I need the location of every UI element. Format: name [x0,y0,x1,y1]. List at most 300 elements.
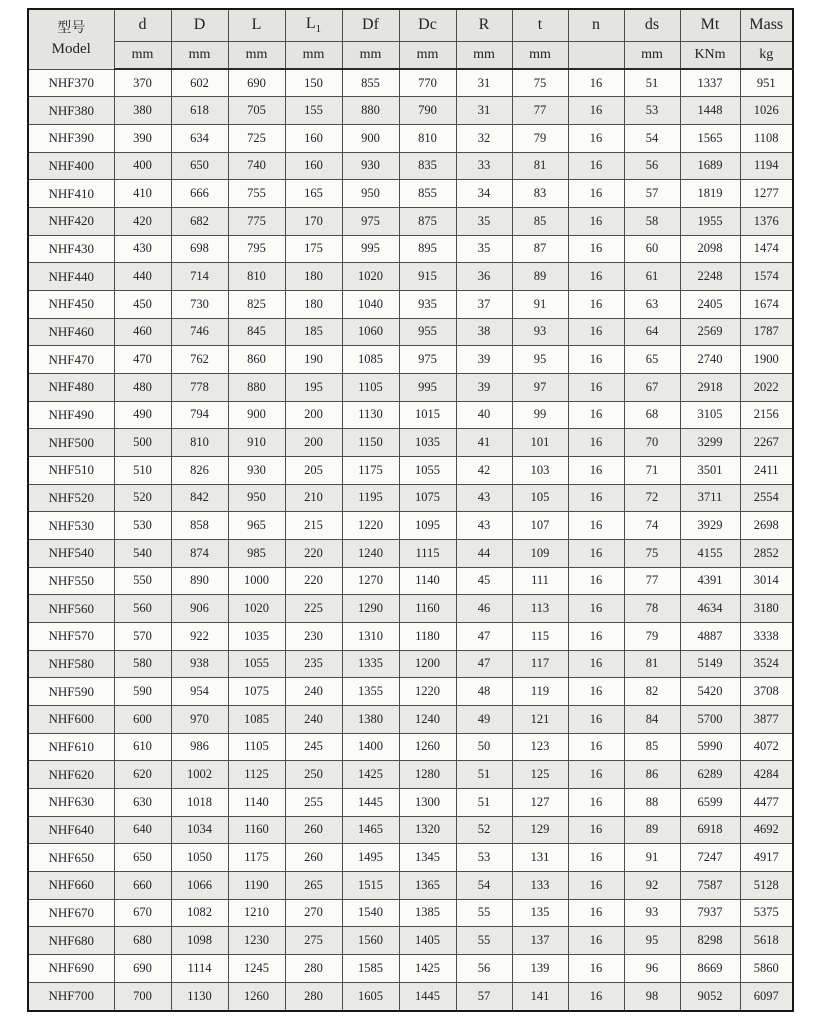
value-cell-mass: 2554 [740,484,793,512]
value-cell-dc: 895 [399,235,456,263]
value-cell-t: 129 [512,816,568,844]
model-cell: NHF450 [28,290,114,318]
value-cell-mass: 4692 [740,816,793,844]
table-row [28,761,793,789]
value-cell-l1: 270 [285,899,342,927]
value-cell-d: 670 [114,899,171,927]
table-row [28,650,793,678]
value-cell-d: 1050 [171,844,228,872]
value-cell-dc: 1385 [399,899,456,927]
value-cell-dc: 1140 [399,567,456,595]
value-cell-l: 1245 [228,955,285,983]
value-cell-dc: 1115 [399,539,456,567]
header-unit-n [568,41,624,69]
value-cell-mass: 1277 [740,180,793,208]
header-col-n: n [568,9,624,41]
value-cell-d: 1130 [171,982,228,1011]
value-cell-l: 1210 [228,899,285,927]
value-cell-ds: 53 [624,97,680,125]
value-cell-l: 1075 [228,678,285,706]
value-cell-df: 1380 [342,705,399,733]
value-cell-mt: 7937 [680,899,740,927]
table-row [28,539,793,567]
value-cell-ds: 56 [624,152,680,180]
value-cell-r: 33 [456,152,512,180]
value-cell-l: 910 [228,429,285,457]
table-row [28,844,793,872]
value-cell-r: 35 [456,207,512,235]
value-cell-d: 602 [171,69,228,97]
value-cell-t: 131 [512,844,568,872]
value-cell-n: 16 [568,788,624,816]
value-cell-d: 970 [171,705,228,733]
value-cell-dc: 1405 [399,927,456,955]
value-cell-d: 938 [171,650,228,678]
table-row [28,871,793,899]
value-cell-r: 51 [456,761,512,789]
value-cell-ds: 82 [624,678,680,706]
value-cell-d: 600 [114,705,171,733]
header-unit-l: mm [228,41,285,69]
table-row [28,982,793,1011]
value-cell-mt: 3299 [680,429,740,457]
value-cell-mass: 4917 [740,844,793,872]
value-cell-d: 370 [114,69,171,97]
table-row [28,456,793,484]
value-cell-l1: 185 [285,318,342,346]
value-cell-l: 705 [228,97,285,125]
value-cell-mass: 4477 [740,788,793,816]
value-cell-ds: 60 [624,235,680,263]
value-cell-ds: 72 [624,484,680,512]
value-cell-l: 1035 [228,622,285,650]
table-row [28,373,793,401]
value-cell-df: 1020 [342,263,399,291]
value-cell-l: 900 [228,401,285,429]
value-cell-mt: 4634 [680,595,740,623]
value-cell-l1: 190 [285,346,342,374]
value-cell-l1: 230 [285,622,342,650]
value-cell-l: 1000 [228,567,285,595]
value-cell-n: 16 [568,373,624,401]
value-cell-r: 50 [456,733,512,761]
value-cell-l1: 260 [285,816,342,844]
value-cell-df: 1105 [342,373,399,401]
value-cell-d: 630 [114,788,171,816]
table-row [28,567,793,595]
value-cell-n: 16 [568,180,624,208]
header-row-units [28,41,793,69]
value-cell-n: 16 [568,816,624,844]
value-cell-n: 16 [568,346,624,374]
model-cell: NHF470 [28,346,114,374]
value-cell-ds: 93 [624,899,680,927]
value-cell-mass: 1108 [740,124,793,152]
value-cell-df: 1220 [342,512,399,540]
value-cell-l: 930 [228,456,285,484]
value-cell-r: 48 [456,678,512,706]
value-cell-mass: 1026 [740,97,793,125]
value-cell-l1: 195 [285,373,342,401]
value-cell-d: 746 [171,318,228,346]
value-cell-l: 1105 [228,733,285,761]
table-row [28,180,793,208]
table-row [28,346,793,374]
value-cell-mt: 1565 [680,124,740,152]
value-cell-d: 450 [114,290,171,318]
value-cell-mass: 1194 [740,152,793,180]
value-cell-d: 1114 [171,955,228,983]
value-cell-n: 16 [568,733,624,761]
value-cell-mass: 5128 [740,871,793,899]
value-cell-ds: 78 [624,595,680,623]
value-cell-mt: 6918 [680,816,740,844]
value-cell-d: 826 [171,456,228,484]
value-cell-t: 99 [512,401,568,429]
header-model-en: Model [51,40,91,57]
header-col-l1: $L_1$ [285,9,342,41]
value-cell-mass: 1900 [740,346,793,374]
header-unit-df: mm [342,41,399,69]
value-cell-df: 1195 [342,484,399,512]
value-cell-r: 34 [456,180,512,208]
table-row [28,124,793,152]
value-cell-n: 16 [568,429,624,457]
value-cell-mass: 4284 [740,761,793,789]
value-cell-r: 53 [456,844,512,872]
value-cell-mt: 2569 [680,318,740,346]
value-cell-dc: 1300 [399,788,456,816]
value-cell-t: 127 [512,788,568,816]
value-cell-t: 109 [512,539,568,567]
value-cell-d: 620 [114,761,171,789]
value-cell-mass: 3014 [740,567,793,595]
value-cell-mt: 4155 [680,539,740,567]
value-cell-d: 510 [114,456,171,484]
model-cell: NHF670 [28,899,114,927]
value-cell-mass: 6097 [740,982,793,1011]
value-cell-ds: 74 [624,512,680,540]
value-cell-mt: 2248 [680,263,740,291]
value-cell-n: 16 [568,567,624,595]
value-cell-r: 47 [456,622,512,650]
value-cell-ds: 95 [624,927,680,955]
value-cell-d: 954 [171,678,228,706]
value-cell-r: 39 [456,346,512,374]
value-cell-l: 1125 [228,761,285,789]
value-cell-mt: 1689 [680,152,740,180]
value-cell-l1: 215 [285,512,342,540]
value-cell-d: 922 [171,622,228,650]
model-cell: NHF610 [28,733,114,761]
value-cell-dc: 1425 [399,955,456,983]
value-cell-r: 40 [456,401,512,429]
value-cell-d: 690 [114,955,171,983]
value-cell-dc: 1015 [399,401,456,429]
table-row [28,733,793,761]
value-cell-d: 590 [114,678,171,706]
value-cell-t: 113 [512,595,568,623]
value-cell-r: 44 [456,539,512,567]
value-cell-r: 47 [456,650,512,678]
value-cell-r: 36 [456,263,512,291]
value-cell-l: 1230 [228,927,285,955]
table-row [28,512,793,540]
value-cell-l1: 235 [285,650,342,678]
value-cell-l1: 155 [285,97,342,125]
table-row [28,401,793,429]
value-cell-t: 83 [512,180,568,208]
header-col-dc: Dc [399,9,456,41]
value-cell-ds: 96 [624,955,680,983]
value-cell-n: 16 [568,456,624,484]
model-cell: NHF480 [28,373,114,401]
header-col-d: d [114,9,171,41]
model-cell: NHF630 [28,788,114,816]
value-cell-mass: 1674 [740,290,793,318]
model-cell: NHF680 [28,927,114,955]
value-cell-n: 16 [568,512,624,540]
header-unit-t: mm [512,41,568,69]
value-cell-mass: 5860 [740,955,793,983]
value-cell-mass: 5618 [740,927,793,955]
value-cell-dc: 1280 [399,761,456,789]
value-cell-l1: 265 [285,871,342,899]
value-cell-ds: 81 [624,650,680,678]
value-cell-l1: 225 [285,595,342,623]
value-cell-df: 975 [342,207,399,235]
table-row [28,927,793,955]
value-cell-df: 1175 [342,456,399,484]
value-cell-l: 880 [228,373,285,401]
value-cell-l1: 245 [285,733,342,761]
model-cell: NHF700 [28,982,114,1011]
value-cell-dc: 935 [399,290,456,318]
value-cell-ds: 51 [624,69,680,97]
value-cell-dc: 1180 [399,622,456,650]
value-cell-r: 52 [456,816,512,844]
table-row [28,955,793,983]
value-cell-mass: 5375 [740,899,793,927]
value-cell-l1: 200 [285,429,342,457]
value-cell-d: 650 [171,152,228,180]
value-cell-l1: 280 [285,982,342,1011]
value-cell-d: 480 [114,373,171,401]
value-cell-df: 1060 [342,318,399,346]
model-cell: NHF590 [28,678,114,706]
value-cell-dc: 875 [399,207,456,235]
table-row [28,207,793,235]
value-cell-r: 54 [456,871,512,899]
header-unit-dc: mm [399,41,456,69]
table-row [28,152,793,180]
value-cell-t: 117 [512,650,568,678]
value-cell-n: 16 [568,844,624,872]
model-cell: NHF460 [28,318,114,346]
value-cell-t: 107 [512,512,568,540]
value-cell-d: 580 [114,650,171,678]
value-cell-r: 46 [456,595,512,623]
value-cell-t: 103 [512,456,568,484]
value-cell-n: 16 [568,484,624,512]
value-cell-ds: 65 [624,346,680,374]
value-cell-mt: 1448 [680,97,740,125]
value-cell-mass: 3524 [740,650,793,678]
value-cell-df: 1130 [342,401,399,429]
value-cell-l: 755 [228,180,285,208]
value-cell-r: 38 [456,318,512,346]
value-cell-d: 1082 [171,899,228,927]
header-col-ds: ds [624,9,680,41]
value-cell-n: 16 [568,318,624,346]
value-cell-ds: 91 [624,844,680,872]
header-row-labels [28,9,793,41]
value-cell-mt: 1955 [680,207,740,235]
table-row [28,69,793,97]
value-cell-l1: 255 [285,788,342,816]
value-cell-dc: 810 [399,124,456,152]
value-cell-mass: 4072 [740,733,793,761]
value-cell-r: 57 [456,982,512,1011]
value-cell-ds: 84 [624,705,680,733]
value-cell-d: 794 [171,401,228,429]
value-cell-n: 16 [568,595,624,623]
value-cell-ds: 86 [624,761,680,789]
header-col-d: D [171,9,228,41]
value-cell-df: 1465 [342,816,399,844]
value-cell-dc: 1095 [399,512,456,540]
model-cell: NHF510 [28,456,114,484]
value-cell-t: 133 [512,871,568,899]
value-cell-r: 56 [456,955,512,983]
value-cell-mt: 5420 [680,678,740,706]
table-row [28,899,793,927]
value-cell-t: 115 [512,622,568,650]
value-cell-dc: 975 [399,346,456,374]
value-cell-df: 1560 [342,927,399,955]
table-row [28,235,793,263]
value-cell-d: 530 [114,512,171,540]
header-col-df: Df [342,9,399,41]
value-cell-d: 634 [171,124,228,152]
value-cell-l1: 220 [285,567,342,595]
value-cell-t: 121 [512,705,568,733]
value-cell-mt: 6599 [680,788,740,816]
value-cell-mass: 1574 [740,263,793,291]
model-cell: NHF370 [28,69,114,97]
model-cell: NHF570 [28,622,114,650]
value-cell-d: 390 [114,124,171,152]
value-cell-d: 550 [114,567,171,595]
table-row [28,290,793,318]
value-cell-d: 640 [114,816,171,844]
value-cell-d: 410 [114,180,171,208]
header-model-cn: 型号 [57,20,86,36]
value-cell-t: 123 [512,733,568,761]
value-cell-n: 16 [568,235,624,263]
value-cell-d: 610 [114,733,171,761]
value-cell-l1: 240 [285,678,342,706]
header-unit-mt: KNm [680,41,740,69]
value-cell-n: 16 [568,207,624,235]
value-cell-mt: 7247 [680,844,740,872]
value-cell-d: 874 [171,539,228,567]
value-cell-df: 1585 [342,955,399,983]
value-cell-mass: 2022 [740,373,793,401]
value-cell-mt: 3105 [680,401,740,429]
value-cell-l: 740 [228,152,285,180]
value-cell-df: 995 [342,235,399,263]
value-cell-d: 858 [171,512,228,540]
table-body [28,69,793,1011]
model-cell: NHF530 [28,512,114,540]
value-cell-mass: 2852 [740,539,793,567]
value-cell-l1: 280 [285,955,342,983]
value-cell-l1: 160 [285,152,342,180]
model-cell: NHF430 [28,235,114,263]
value-cell-mt: 2918 [680,373,740,401]
model-cell: NHF620 [28,761,114,789]
header-unit-l1: mm [285,41,342,69]
value-cell-mt: 2740 [680,346,740,374]
value-cell-r: 39 [456,373,512,401]
model-cell: NHF520 [28,484,114,512]
value-cell-r: 35 [456,235,512,263]
table-row [28,678,793,706]
value-cell-d: 890 [171,567,228,595]
value-cell-mt: 5149 [680,650,740,678]
value-cell-ds: 85 [624,733,680,761]
value-cell-mass: 2698 [740,512,793,540]
table-row [28,595,793,623]
model-cell: NHF490 [28,401,114,429]
value-cell-d: 500 [114,429,171,457]
value-cell-mt: 3929 [680,512,740,540]
value-cell-mt: 1337 [680,69,740,97]
value-cell-mass: 1787 [740,318,793,346]
value-cell-mass: 2156 [740,401,793,429]
value-cell-l1: 275 [285,927,342,955]
value-cell-t: 125 [512,761,568,789]
model-cell: NHF650 [28,844,114,872]
value-cell-r: 43 [456,484,512,512]
value-cell-df: 1445 [342,788,399,816]
value-cell-dc: 1220 [399,678,456,706]
value-cell-d: 660 [114,871,171,899]
value-cell-dc: 1200 [399,650,456,678]
value-cell-ds: 75 [624,539,680,567]
value-cell-dc: 1345 [399,844,456,872]
value-cell-n: 16 [568,871,624,899]
table-row [28,816,793,844]
value-cell-df: 1515 [342,871,399,899]
value-cell-dc: 955 [399,318,456,346]
value-cell-ds: 79 [624,622,680,650]
value-cell-d: 650 [114,844,171,872]
value-cell-df: 1540 [342,899,399,927]
value-cell-l: 1160 [228,816,285,844]
value-cell-ds: 64 [624,318,680,346]
header-col-l: L [228,9,285,41]
value-cell-d: 666 [171,180,228,208]
header-col-mt: Mt [680,9,740,41]
value-cell-t: 97 [512,373,568,401]
value-cell-mt: 3711 [680,484,740,512]
value-cell-n: 16 [568,899,624,927]
value-cell-ds: 57 [624,180,680,208]
value-cell-dc: 1055 [399,456,456,484]
value-cell-l: 825 [228,290,285,318]
